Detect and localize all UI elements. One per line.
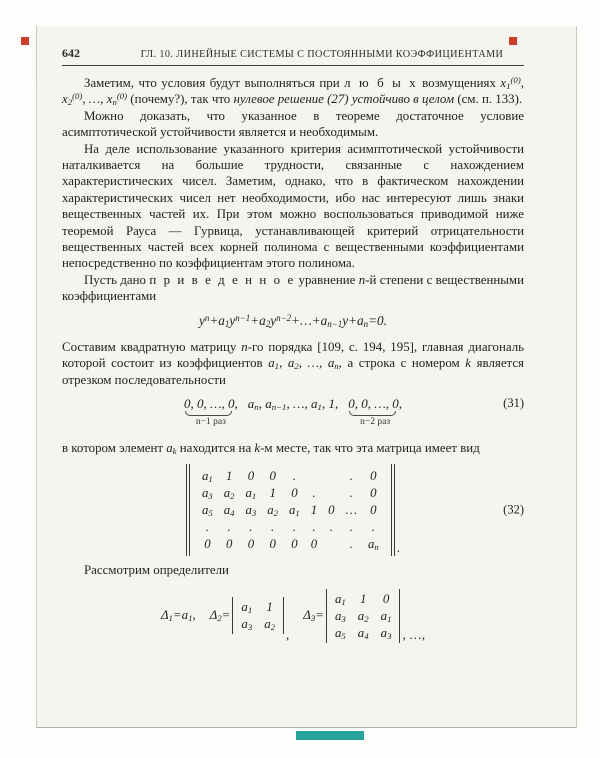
- matrix-cell: .: [312, 520, 316, 535]
- matrix-cell: 0: [291, 486, 298, 501]
- underbrace: [349, 411, 396, 416]
- text: Заметим, что условия будут выполняться при: [84, 76, 345, 90]
- matrix-cell: $a_1$: [245, 486, 257, 502]
- matrix-cell: 0: [291, 537, 298, 552]
- determinants-tail: , …,: [402, 627, 426, 642]
- underbrace: [185, 411, 232, 416]
- page-number: 642: [62, 46, 80, 60]
- delta-2-label: $\Delta_2=$: [209, 608, 231, 624]
- underbrace-label: n−1 раз: [195, 416, 226, 427]
- sequence-zeros-right: 0, 0, …, 0,: [348, 395, 403, 411]
- matrix-cell: $a_n$: [367, 537, 379, 553]
- matrix-cell: 1: [269, 486, 276, 501]
- matrix-cell: $a_3$: [202, 486, 213, 502]
- paragraph-matrix-construction: [62, 339, 524, 388]
- matrix-cell: 0: [269, 469, 276, 484]
- matrix-cell: $a_5$: [202, 503, 213, 519]
- page-content: [62, 46, 524, 643]
- matrix-cell: …: [345, 503, 357, 518]
- header-rule: [62, 65, 524, 66]
- equation-number-32: (32): [503, 502, 524, 517]
- separator-comma: ,: [286, 627, 290, 642]
- red-corner-mark-right: [509, 37, 517, 45]
- text: находится на: [176, 440, 255, 455]
- inline-math: $a_k$: [166, 440, 177, 457]
- matrix-cell: [328, 536, 334, 552]
- red-corner-mark-left: [21, 37, 29, 45]
- equation-number-31: (31): [503, 395, 524, 410]
- underbrace-group-left: [183, 395, 238, 427]
- matrix-cell: .: [329, 520, 333, 535]
- sequence-middle: $a_n$, $a_{n-1}$, …, $a_1$, 1,: [247, 395, 339, 413]
- matrix-cell: 1: [225, 469, 233, 484]
- inline-math: $a_1$, $a_2$, …, $a_n$: [268, 356, 339, 372]
- sequence-zeros-left: 0, 0, …, 0,: [183, 395, 238, 411]
- det-cell: $a_3$: [241, 617, 253, 633]
- det-cell: $a_3$: [334, 608, 346, 624]
- matrix-period: .: [396, 540, 400, 556]
- paragraph-necessity: Можно доказать, что указанное в теореме достаточное условие асимптотической устойчивости является и необходимым.: [62, 108, 524, 140]
- inline-math: k: [254, 440, 261, 455]
- matrix-cell: .: [349, 486, 353, 501]
- matrix-32: [62, 464, 524, 556]
- determinant-2x2: [232, 597, 284, 634]
- text: , а строка с номером: [338, 356, 466, 371]
- matrix-cell: 0: [370, 469, 377, 484]
- text: -го порядка [109, с. 194, 195], главная диагональ которой состоит из коэффициентов: [62, 339, 525, 371]
- det-cell: 0: [382, 591, 390, 606]
- matrix-cell: 0: [370, 486, 377, 501]
- paragraph-routh-hurwitz: На деле использование указанного критерия асимптотической устойчивости наталкивается на большие трудности, связанные с нахождением характеристических чисел. Заметим, однако, что в фактическом нахождении характеристических чисел нет необходимости, ибо нас интересуют лишь знаки вещественных частей их. При этом можно воспользоваться приводимой ниже теоремой Рауса — Гурвица, устанавливающей критерий отрицательности вещественных частей всех корней полинома с вещественными коэффициентами непосредственно по коэффициентам этого полинома.: [62, 141, 524, 271]
- matrix-cell: .: [292, 520, 296, 535]
- matrix-cell: $a_2$: [267, 503, 279, 519]
- matrix-cell: 0: [370, 503, 377, 518]
- matrix-cell: .: [349, 520, 353, 535]
- text: Составим квадратную матрицу: [62, 339, 242, 354]
- text: является отрезком последовательности: [62, 356, 524, 387]
- det-cell: 1: [266, 600, 273, 615]
- text: Пусть дано: [84, 272, 150, 287]
- matrix-cell: 0: [247, 469, 255, 484]
- matrix-cell: .: [312, 486, 316, 501]
- det-cell: $a_4$: [357, 625, 369, 641]
- emphasized-spaced-text: п р и в е д е н н о е: [149, 272, 296, 287]
- page-edge-line: [36, 84, 37, 727]
- det-cell: $a_2$: [264, 617, 276, 633]
- inline-math: k: [465, 356, 472, 371]
- matrix-cell: [311, 468, 317, 484]
- matrix-cell: $a_3$: [245, 503, 257, 519]
- det-cell: $a_5$: [334, 625, 346, 641]
- equation-31: [62, 396, 524, 436]
- text: возмущениях: [417, 76, 501, 90]
- matrix-cell: .: [371, 520, 375, 535]
- matrix-cell: $a_1$: [202, 469, 213, 485]
- matrix-cell: 1: [310, 503, 318, 518]
- matrix-cell: 0: [204, 537, 211, 552]
- running-head: [62, 46, 524, 61]
- matrix-cell: $a_4$: [223, 503, 235, 519]
- matrix-cell: [328, 485, 334, 501]
- determinants-line: [62, 589, 524, 643]
- paragraph-reduced-equation: [62, 272, 524, 305]
- matrix-cell: .: [227, 520, 231, 535]
- det-cell: $a_2$: [357, 608, 369, 624]
- matrix-cell: 0: [225, 537, 233, 552]
- matrix-cell: $a_2$: [223, 486, 235, 502]
- matrix-cell: 0: [328, 503, 335, 518]
- det-cell: $a_1$: [241, 600, 253, 616]
- determinant-3x3: [326, 589, 401, 643]
- det-cell: $a_3$: [380, 625, 392, 641]
- underbrace-group-right: [348, 395, 403, 427]
- emphasized-spaced-text: л ю б ы х: [344, 76, 418, 90]
- text: -м месте, так что эта матрица имеет вид: [260, 440, 480, 455]
- paragraph-remark: [62, 75, 524, 108]
- matrix-cell: .: [349, 537, 353, 552]
- matrix-grid: [202, 468, 379, 552]
- polynomial-equation: $y^n+a_1y^{n-1}+a_2y^{n-2}+\dots+a_{n-1}y+a_n=0$.: [199, 312, 387, 329]
- text: (см. п. 133).: [454, 92, 523, 107]
- delta-1: $\Delta_1=a_1$,: [160, 608, 196, 624]
- inline-math: $x_1^{(0)}$, $x_2^{(0)}$, …, $x_n^{(0)}$: [62, 75, 524, 108]
- text: в котором элемент: [62, 440, 167, 455]
- det-cell: $a_1$: [334, 591, 346, 607]
- text: уравнение: [295, 272, 359, 287]
- paragraph-matrix-element: [62, 440, 524, 456]
- matrix-cell: 0: [310, 537, 318, 552]
- inline-math: n: [358, 272, 366, 287]
- matrix-cell: .: [292, 469, 296, 484]
- delta-3-label: $\Delta_3=$: [303, 608, 324, 624]
- matrix-cell: [328, 468, 334, 484]
- italic-text: нулевое решение (27) устойчиво в целом: [233, 92, 455, 107]
- matrix-cell: .: [271, 520, 275, 535]
- matrix-cell: 0: [269, 537, 276, 552]
- paragraph-determinants-intro: Рассмотрим определители: [84, 563, 229, 578]
- matrix-cell: .: [205, 520, 209, 535]
- underbrace-label: n−2 раз: [360, 416, 391, 427]
- chapter-heading: ГЛ. 10. ЛИНЕЙНЫЕ СИСТЕМЫ С ПОСТОЯННЫМИ КОЭФФИЦИЕНТАМИ: [140, 49, 504, 60]
- det-cell: $a_1$: [380, 608, 392, 624]
- teal-bottom-mark: [296, 731, 364, 740]
- matrix-delimiters: [186, 464, 395, 556]
- matrix-cell: 0: [247, 537, 255, 552]
- matrix-cell: .: [249, 520, 253, 535]
- matrix-cell: $a_1$: [289, 503, 300, 519]
- det-cell: 1: [359, 591, 367, 606]
- text: (почему?), так что: [127, 92, 234, 107]
- matrix-cell: .: [349, 469, 353, 484]
- text: -й степени с вещественными коэффициентами: [62, 272, 524, 304]
- inline-math: n: [241, 339, 248, 354]
